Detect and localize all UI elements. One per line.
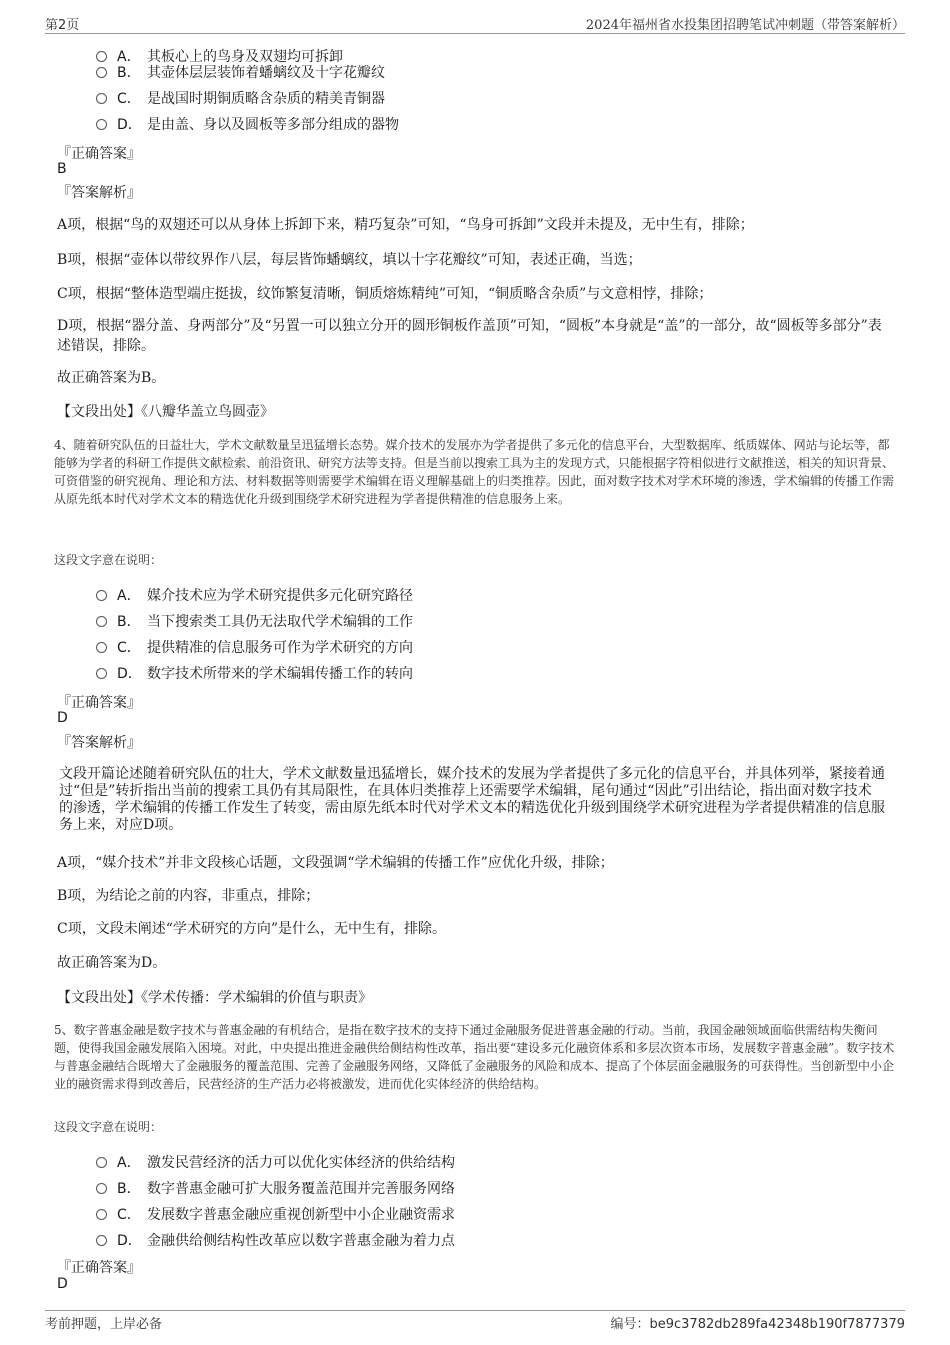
q4-answer-label: 『正确答案』 — [57, 695, 141, 711]
q5-stem: 5、数字普惠金融是数字技术与普惠金融的有机结合，是指在数字技术的支持下通过金融服务促进普惠金融的行动。当前，我国金融领域面临供需结构失衡问题，使得我国金融发展陷入困境。对此，中央提出推进金融供给侧结构性改革，指出要“建设多元化融资体系和多层次资本市场，发展数字普惠金融”。数字技术与普惠金融结合既增大了金融服务的覆盖范围、完善了金融服务网络，又降低了金融服务的风险和成本、提高了个体层面金融服务的可获得性。当创新型中小企业的融资需求得到改善后，民营经济的生产活力必将被激发，进而优化实体经济的供给结构。 — [54, 1023, 895, 1091]
radio-icon[interactable] — [96, 668, 107, 679]
q4-analysis-main: 文段开篇论述随着研究队伍的壮大，学术文献数量迅猛增长，媒介技术的发展为学者提供了多元化的信息平台，并具体列举，紧接着通过“但是”转折指出当前的搜索工具仍有其局限性，在具体归类推荐上还需要学术编辑，尾句通过“因此”引出结论，指出面对数字技术的渗透，学术编辑的传播工作发生了转变，需由原先纸本时代对学术文本的精选优化升级到围绕学术研究进程为学者提供精准的信息服务上来，对应D项。 — [59, 766, 885, 833]
radio-icon[interactable] — [96, 1183, 107, 1194]
q3-analysis-c: C项，根据“整体造型端庄挺拔，纹饰繁复清晰，铜质熔炼精纯”可知，“铜质略含杂质”与文意相悖，排除； — [57, 286, 713, 302]
q4-option-b[interactable]: B． 当下搜索类工具仍无法取代学术编辑的工作 — [96, 611, 413, 631]
q3-answer-label: 『正确答案』 — [57, 146, 141, 162]
q4-option-a[interactable]: A． 媒介技术应为学术研究提供多元化研究路径 — [96, 585, 413, 605]
q4-answer: D — [57, 710, 68, 726]
page-number: 第2页 — [45, 18, 80, 33]
q4-option-c[interactable]: C． 提供精准的信息服务可作为学术研究的方向 — [96, 637, 413, 657]
radio-icon[interactable] — [96, 1235, 107, 1246]
header-divider — [45, 33, 905, 34]
q5-option-d[interactable]: D． 金融供给侧结构性改革应以数字普惠金融为着力点 — [96, 1230, 455, 1250]
q5-option-b[interactable]: B． 数字普惠金融可扩大服务覆盖范围并完善服务网络 — [96, 1178, 455, 1198]
q3-answer: B — [57, 161, 67, 177]
page-footer — [45, 1313, 905, 1332]
radio-icon[interactable] — [96, 67, 107, 78]
q5-option-a[interactable]: A． 激发民营经济的活力可以优化实体经济的供给结构 — [96, 1152, 455, 1172]
q3-option-b[interactable]: B． 其壶体层层装饰着蟠螭纹及十字花瓣纹 — [96, 62, 385, 82]
radio-icon[interactable] — [96, 51, 107, 62]
radio-icon[interactable] — [96, 616, 107, 627]
q3-analysis-a: A项，根据“鸟的双翅还可以从身体上拆卸下来，精巧复杂”可知，“鸟身可拆卸”文段并未提及，无中生有，排除； — [57, 217, 754, 233]
q4-analysis-b: B项，为结论之前的内容，非重点，排除； — [57, 888, 320, 904]
radio-icon[interactable] — [96, 642, 107, 653]
document-title: 2024年福州省水投集团招聘笔试冲刺题（带答案解析） — [585, 18, 905, 33]
q3-option-d[interactable]: D． 是由盖、身以及圆板等多部分组成的器物 — [96, 114, 399, 134]
radio-icon[interactable] — [96, 1157, 107, 1168]
q4-stem: 4、随着研究队伍的日益壮大，学术文献数量呈迅猛增长态势。媒介技术的发展亦为学者提供了多元化的信息平台，大型数据库、纸质媒体、网站与论坛等，都能够为学者的科研工作提供文献检索、前沿资讯、研究方法等支持。但是当前以搜索工具为主的发现方式，只能根据字符相似进行文献推送，相关的知识背景、可资借鉴的研究视角、理论和方法、材料数据等则需要学术编辑在语义理解基础上的归类推荐。因此，面对数字技术对学术环境的渗透，学术编辑的传播工作需从原先纸本时代对学术文本的精选优化升级到围绕学术研究进程为学者提供精准的信息服务上来。 — [54, 438, 895, 506]
footer-divider — [45, 1310, 905, 1311]
q3-option-a[interactable]: A． 其板心上的鸟身及双翅均可拆卸 — [96, 46, 343, 66]
q3-conclusion: 故正确答案为B。 — [57, 370, 166, 386]
q5-answer-label: 『正确答案』 — [57, 1260, 141, 1276]
q3-option-c[interactable]: C． 是战国时期铜质略含杂质的精美青铜器 — [96, 88, 385, 108]
radio-icon[interactable] — [96, 1209, 107, 1220]
q4-analysis-label: 『答案解析』 — [57, 735, 141, 751]
q5-question: 这段文字意在说明： — [54, 1120, 163, 1134]
q4-analysis-a: A项，“媒介技术”并非文段核心话题，文段强调“学术编辑的传播工作”应优化升级，排除； — [57, 855, 614, 871]
footer-slogan: 考前押题，上岸必备 — [45, 1317, 163, 1332]
q4-analysis-c: C项，文段未阐述“学术研究的方向”是什么，无中生有，排除。 — [57, 921, 447, 937]
q3-analysis-label: 『答案解析』 — [57, 185, 141, 201]
q5-answer: D — [57, 1276, 68, 1292]
q4-option-d[interactable]: D． 数字技术所带来的学术编辑传播工作的转向 — [96, 663, 413, 683]
q3-analysis-d: D项，根据“器分盖、身两部分”及“另置一可以独立分开的圆形铜板作盖顶”可知，“圆板”本身就是“盖”的一部分，故“圆板等多部分”表述错误，排除。 — [57, 318, 882, 354]
q3-source: 【文段出处】《八瓣华盖立鸟圆壶》 — [57, 404, 274, 420]
q3-analysis-b: B项，根据“壶体以带纹界作八层，每层皆饰蟠螭纹，填以十字花瓣纹”可知，表述正确，当选； — [57, 252, 642, 268]
radio-icon[interactable] — [96, 93, 107, 104]
radio-icon[interactable] — [96, 590, 107, 601]
q4-question: 这段文字意在说明： — [54, 553, 163, 567]
page-header — [45, 14, 905, 34]
q4-source: 【文段出处】《学术传播：学术编辑的价值与职责》 — [57, 990, 372, 1006]
radio-icon[interactable] — [96, 119, 107, 130]
q4-conclusion: 故正确答案为D。 — [57, 955, 167, 971]
q5-option-c[interactable]: C． 发展数字普惠金融应重视创新型中小企业融资需求 — [96, 1204, 455, 1224]
document-code: 编号：be9c3782db289fa42348b190f7877379 — [610, 1317, 905, 1332]
